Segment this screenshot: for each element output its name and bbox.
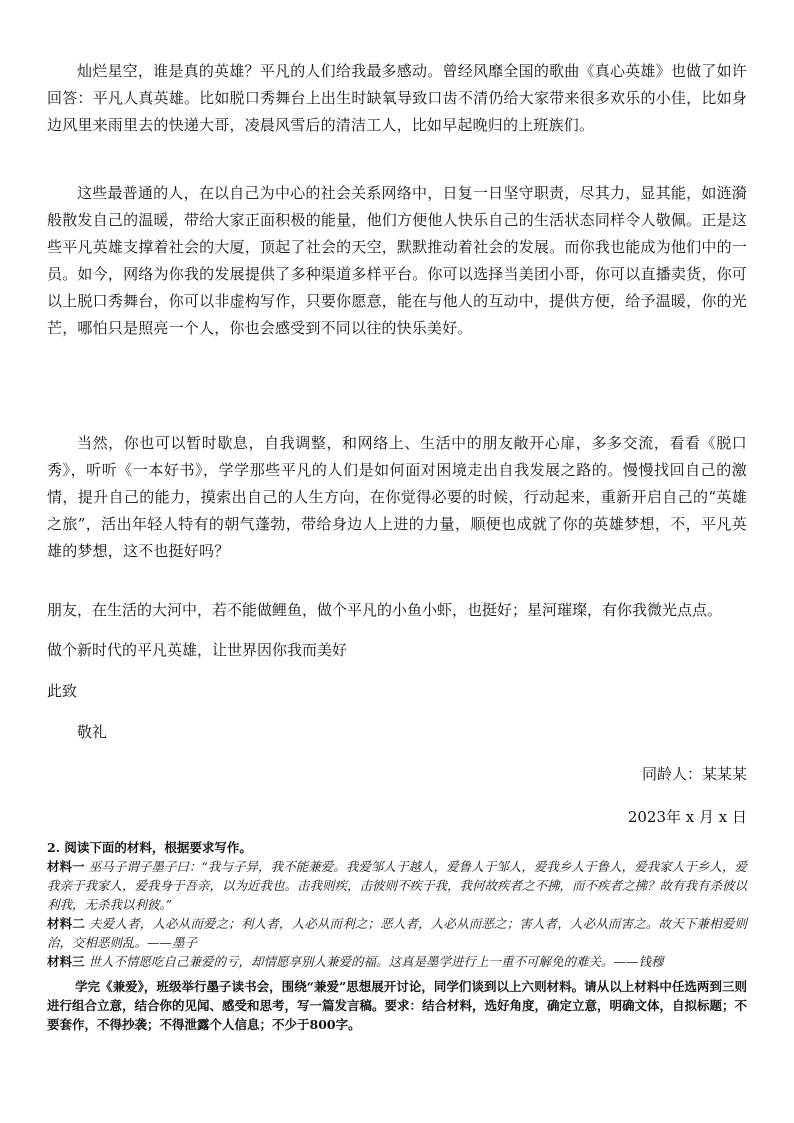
material-2 [47,914,747,952]
letter-closing-jing-li: 敬礼 [77,723,108,741]
material-2-label: 材料二 [47,916,85,931]
letter-paragraph-4: 朋友，在生活的大河中，若不能做鲤鱼，做个平凡的小鱼小虾，也挺好；星河璀璨，有你我微光点点。 [47,601,723,619]
material-3 [47,952,747,971]
letter-paragraph-1: 灿烂星空，谁是真的英雄？平凡的人们给我最多感动。曾经风靡全国的歌曲《真心英雄》也做了如许回答：平凡人真英雄。比如脱口秀舞台上出生时缺氧导致口齿不清仍给大家带来很多欢乐的小佳，比如身边风里来雨里去的快递大哥，凌晨风雪后的清洁工人，比如早起晚归的上班族们。 [47,62,747,134]
letter-paragraph-5: 做个新时代的平凡英雄，让世界因你我而美好 [47,641,348,659]
material-1 [47,857,747,914]
letter-signature: 同龄人：某某某 [641,765,747,783]
material-2-text: 夫爱人者，人必从而爱之；利人者，人必从而利之；恶人者，人必从而恶之；害人者，人必从而害之。故天下兼相爱则治，交相恶则乱。——墨子 [47,916,747,950]
material-1-label: 材料一 [47,859,85,874]
material-3-label: 材料三 [47,954,85,969]
letter-closing-ci-zhi: 此致 [47,682,78,700]
letter-paragraph-2: 这些最普通的人，在以自己为中心的社会关系网络中，日复一日坚守职责，尽其力，显其能，如涟漪般散发自己的温暖，带给大家正面积极的能量，他们方便他人快乐自己的生活状态同样令人敬佩。正是这些平凡英雄支撑着社会的大厦，顶起了社会的天空，默默推动着社会的发展。而你我也能成为他们中的一员。如今，网络为你我的发展提供了多种渠道多样平台。你可以选择当美团小哥，你可以直播卖货，你可以上脱口秀舞台，你可以非虚构写作，只要你愿意，能在与他人的互动中，提供方便，给予温暖，你的光芒，哪怕只是照亮一个人，你也会感受到不同以往的快乐美好。 [47,184,747,337]
letter-paragraph-3: 当然，你也可以暂时歇息，自我调整，和网络上、生活中的朋友敞开心扉，多多交流，看看《脱口秀》，听听《一本好书》，学学那些平凡的人们是如何面对困境走出自我发展之路的。慢慢找回自己的激情，提升自己的能力，摸索出自己的人生方向，在你觉得必要的时候，行动起来，重新开启自己的“英雄之旅”，活出年轻人特有的朝气蓬勃，带给身边人上进的力量，顺便也成就了你的英雄梦想，不，平凡英雄的梦想，这不也挺好吗？ [47,434,747,560]
letter-date: 2023年 x 月 x 日 [627,808,747,826]
material-1-text: 巫马子谓子墨子曰：“我与子异，我不能兼爱。我爱邹人于越人，爱鲁人于邹人，爱我乡人于鲁人，爱我家人于乡人，爱我亲于我家人，爱我身于吾亲，以为近我也。击我则疾，击彼则不疾于我，我何故疾者之不拂，而不疾者之拂？故有我有杀彼以利我，无杀我以利彼。” [47,859,748,912]
material-3-text: 世人不情愿吃自己兼爱的亏，却情愿享别人兼爱的福。这真是墨学进行上一重不可解免的难关。——钱穆 [88,954,664,969]
writing-question [47,838,747,1034]
question-heading: 2. 阅读下面的材料，根据要求写作。 [47,840,252,855]
writing-task: 学完《兼爱》，班级举行墨子读书会，围绕“兼爱”思想展开讨论，同学们谈到以上六则材料。请从以上材料中任选两到三则进行组合立意，结合你的见闻、感受和思考，写一篇发言稿。要求：结合材料，选好角度，确定立意，明确文体，自拟标题；不要套作，不得抄袭；不得泄露个人信息；不少于800字。 [47,979,748,1032]
